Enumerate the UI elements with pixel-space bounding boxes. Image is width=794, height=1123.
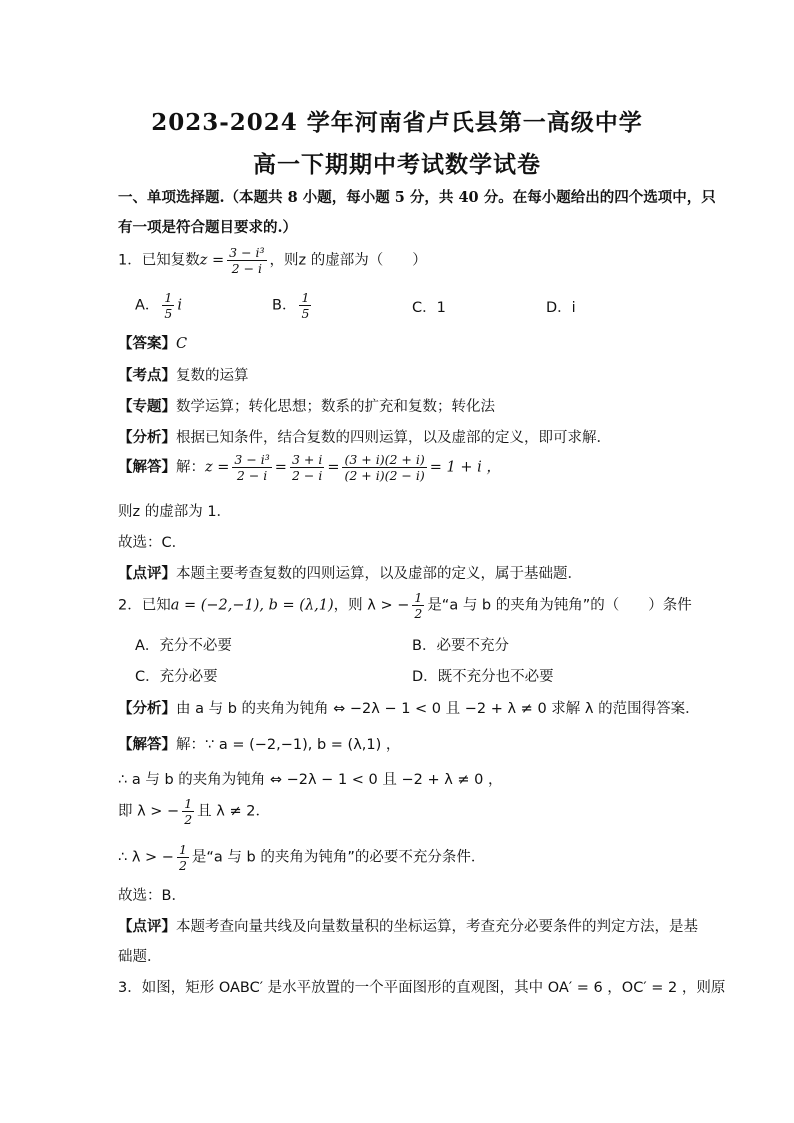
q2-jieda: 【解答】解：∵ a = (−2,−1), b = (λ,1) ， (118, 737, 401, 753)
q2-option-b: B．必要不充分 (412, 638, 509, 654)
q1-answer: 【答案】C (118, 336, 188, 352)
q1-dianping: 【点评】本题主要考查复数的四则运算，以及虚部的定义，属于基础题． (118, 566, 582, 582)
q2-fenxi: 【分析】由 a 与 b 的夹角为钝角 ⇔ −2λ − 1 < 0 且 −2 + λ ≠ 0 求解 λ 的范围得答案． (118, 701, 700, 717)
q1-stem: 1．已知复数z = $\frac{\text{3 − i³}}{2 - i}$ ，则z 的虚部为（ ） (118, 245, 427, 276)
q2-choose: 故选：B． (118, 888, 186, 904)
q1-option-b: B． $\frac{1}{5}$ (272, 290, 310, 321)
q1-option-d: D．i (546, 300, 576, 316)
q1-choose: 故选：C． (118, 535, 187, 551)
exam-title-line2: 高一下期期中考试数学试卷 (253, 151, 541, 178)
q1-fraction: $\frac{\text{3 − i³}}{2 - i}$ (229, 245, 265, 276)
q1-zhuanti: 【专题】数学运算；转化思想；数系的扩充和复数；转化法 (118, 399, 495, 415)
exam-title-line1: 2023-2024 学年河南省卢氏县第一高级中学 (151, 109, 643, 136)
q2-step2: 即 λ > − $\frac{1}{2}$ 且 λ ≠ 2． (118, 796, 270, 827)
section-heading-line2: 有一项是符合题目要求的.） (118, 219, 298, 236)
q1-kaodian: 【考点】复数的运算 (118, 368, 249, 384)
q3-stem: 3．如图，矩形 OABC′ 是水平放置的一个平面图形的直观图，其中 OA′ = 6 ，OC′ = 2 ，则原 (118, 980, 726, 996)
q2-dianping-line2: 础题． (118, 949, 162, 965)
q1-fenxi: 【分析】根据已知条件，结合复数的四则运算，以及虚部的定义，即可求解． (118, 430, 611, 446)
q1-jieda: 【解答】解：z = $\frac{\text{3 − i³}}{2 - i}$ = $\frac{3 + i}{2 - i}$ = $\frac{(3 + i)(2 + i)}{(2 + i)(2 - i)}$ = 1 + i ， (118, 452, 501, 483)
q2-stem: 2．已知a = (−2,−1), b = (λ,1)，则 λ > − $\frac{1}{2}$ 是“a 与 b 的夹角为钝角”的（ ）条件 (118, 590, 692, 621)
q2-option-c: C．充分必要 (135, 669, 218, 685)
section-heading-line1: 一、单项选择题.（本题共 8 小题，每小题 5 分，共 40 分。在每小题给出的四个选项中，只 (118, 189, 716, 206)
q2-step1: ∴ a 与 b 的夹角为钝角 ⇔ −2λ − 1 < 0 且 −2 + λ ≠ 0 ， (118, 772, 503, 788)
q2-option-d: D．既不充分也不必要 (412, 669, 554, 685)
q1-conclusion: 则z 的虚部为 1． (118, 504, 232, 520)
q2-option-a: A．充分不必要 (135, 638, 232, 654)
q2-step3: ∴ λ > − $\frac{1}{2}$ 是“a 与 b 的夹角为钝角”的必要不充分条件． (118, 842, 486, 873)
q1-option-c: C．1 (412, 300, 446, 316)
q2-dianping: 【点评】本题考查向量共线及向量数量积的坐标运算，考查充分必要条件的判定方法，是基 (118, 919, 698, 935)
q1-option-a: A． $\frac{1}{5}$ i (135, 290, 183, 321)
